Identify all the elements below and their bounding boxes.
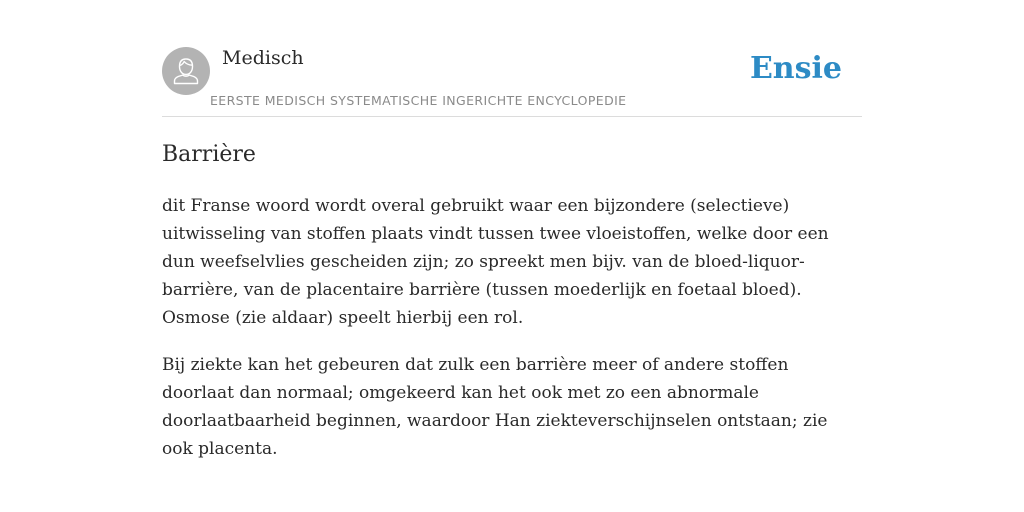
entry-paragraph: dit Franse woord wordt overal gebruikt waar een bijzondere (selectieve) uitwisseling van stoffen plaats vindt tussen twee vloeistoffen, welke door een dun weefselvlies gescheiden zijn; zo spreekt men bijv. van de bloed-liquor-barrière, van de placentaire barrière (tussen moederlijk en foetaal bloed). Osmose (zie aldaar) speelt hierbij een rol. [162,196,829,328]
encyclopedia-subtitle: EERSTE MEDISCH SYSTEMATISCHE INGERICHTE ENCYCLOPEDIE [210,93,627,108]
entry-body [162,192,862,482]
entry-paragraph: Bij ziekte kan het gebeuren dat zulk een barrière meer of andere stoffen doorlaat dan normaal; omgekeerd kan het ook met zo een abnormale doorlaatbaarheid beginnen, waardoor Han ziekteverschijnselen ontstaan; zie ook placenta. [162,355,828,459]
category-link[interactable]: Medisch [222,47,304,69]
user-icon [162,47,210,95]
ensie-logo[interactable]: Ensie [749,51,842,86]
avatar[interactable] [162,47,210,95]
header [162,40,862,117]
entry-title: Barrière [162,142,256,167]
